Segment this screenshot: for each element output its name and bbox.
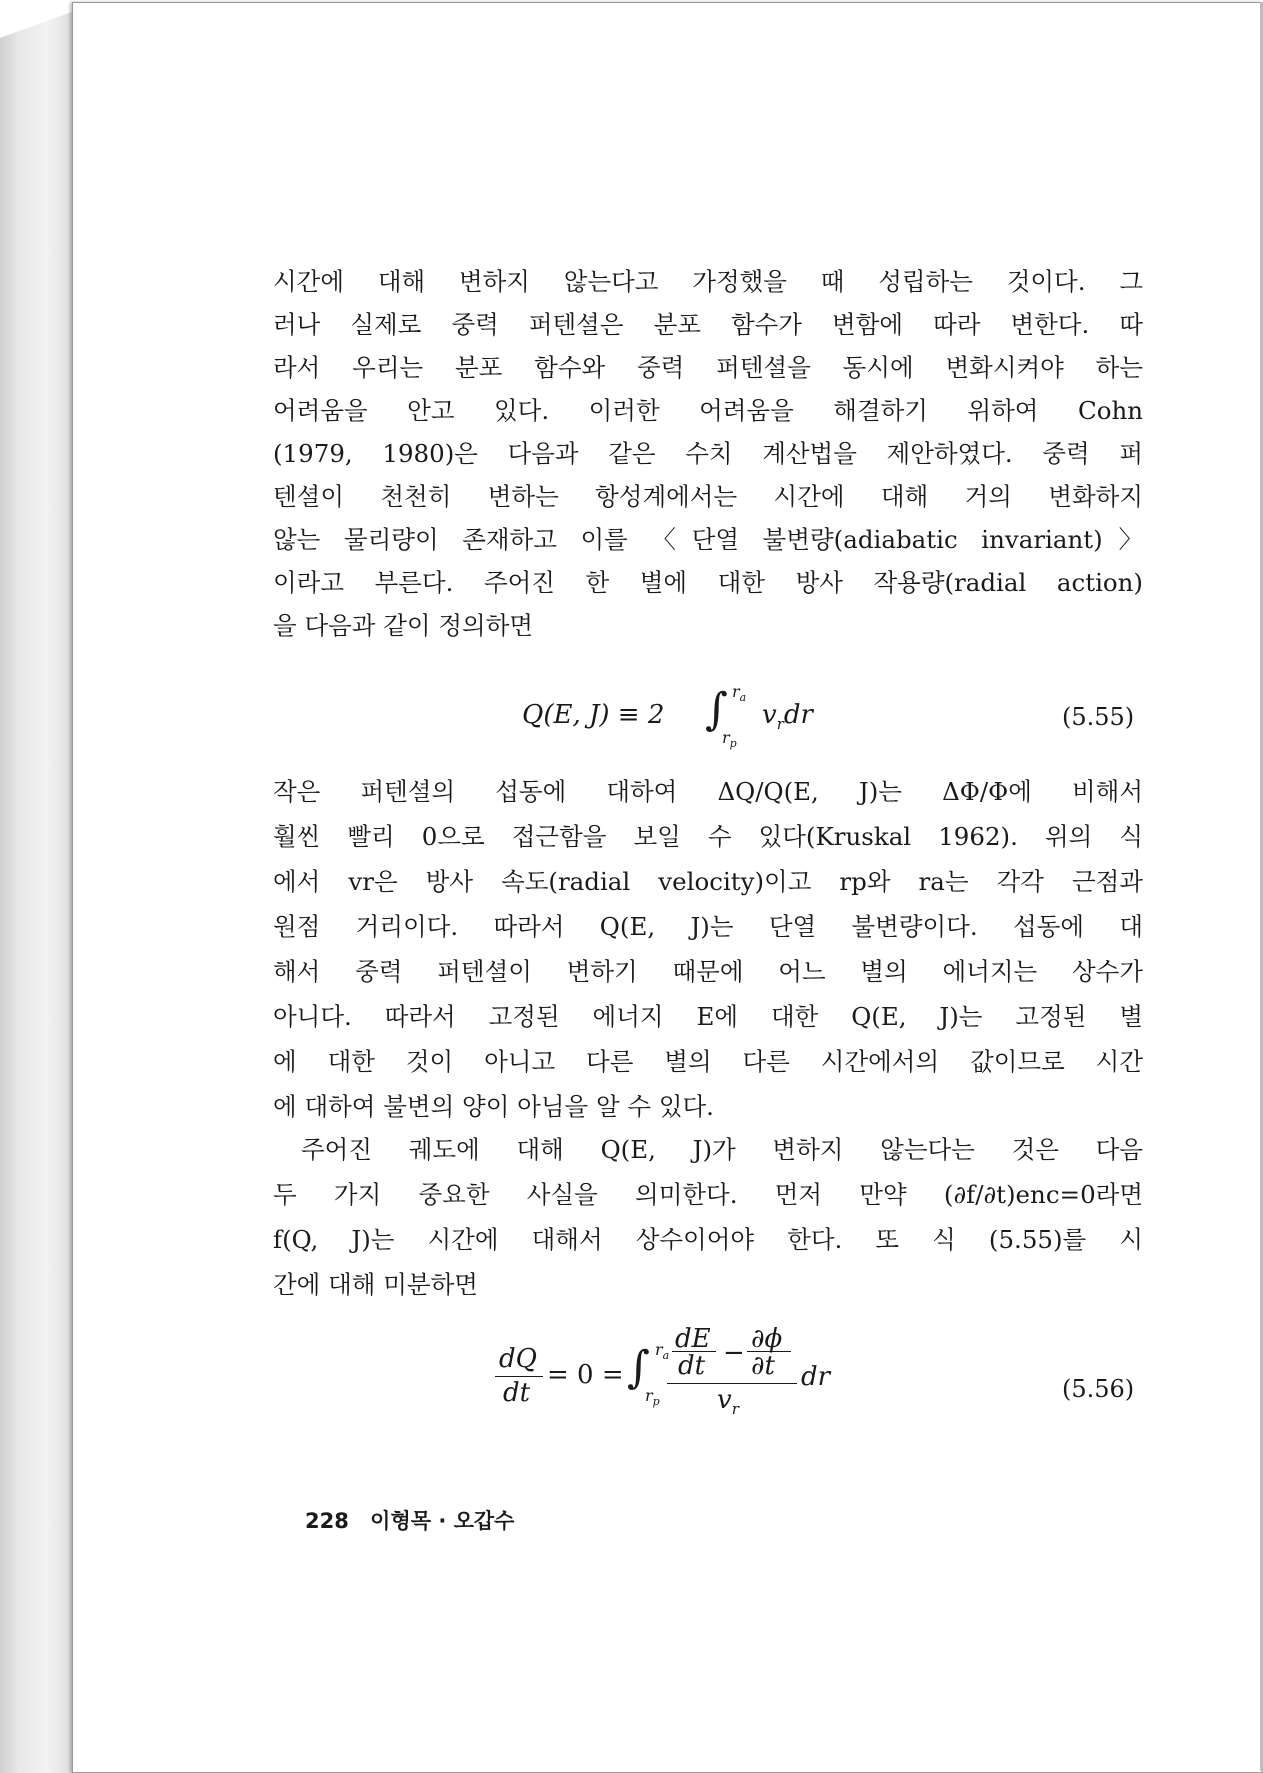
text-line: f(Q, J)는 시간에 대해서 상수이어야 한다. 또 식 (5.55)를 시: [273, 1225, 1143, 1254]
fraction-numerator: dQ: [499, 1344, 537, 1374]
denominator-vr: $v_r$: [717, 1385, 739, 1419]
fraction-denominator: dt: [503, 1378, 531, 1408]
text-line: (1979, 1980)은 다음과 같은 수치 계산법을 제안하였다. 중력 퍼: [273, 439, 1143, 468]
equation-5-55: [522, 682, 822, 751]
denominator-dt: ∂t: [751, 1351, 775, 1381]
integral-upper-limit: $r_a$: [655, 1340, 670, 1363]
integrand: $v_rdr$: [762, 700, 813, 734]
numerator-dE: dE: [675, 1324, 711, 1354]
text-line: 시간에 대해 변하지 않는다고 가정했을 때 성립하는 것이다. 그: [273, 267, 1143, 296]
text-line: 에 대하여 불변의 양이 아님을 알 수 있다.: [273, 1092, 714, 1121]
text-line: 텐셜이 천천히 변하는 항성계에서는 시간에 대해 거의 변화하지: [273, 482, 1143, 511]
text-line: 을 다음과 같이 정의하면: [273, 611, 534, 640]
book-spine-top: [0, 0, 78, 40]
page-number: 228: [305, 1509, 349, 1533]
text-line: 에 대한 것이 아니고 다른 별의 다른 시간에서의 값이므로 시간: [273, 1047, 1143, 1076]
text-line: 주어진 궤도에 대해 Q(E, J)가 변하지 않는다는 것은 다음: [301, 1135, 1143, 1164]
minus-sign: −: [723, 1338, 745, 1368]
author-names: 이형목 · 오갑수: [370, 1509, 515, 1533]
page-footer: [305, 1505, 514, 1535]
text-line: 않는 물리량이 존재하고 이를 〈단열 불변량(adiabatic invariant)〉: [273, 525, 1143, 554]
equation-lhs: Q(E, J) ≡ 2: [522, 700, 665, 730]
main-fraction-bar: [667, 1383, 797, 1384]
integral-lower-limit: $r_p$: [645, 1386, 660, 1409]
text-line: 해서 중력 퍼텐셜이 변하기 때문에 어느 별의 에너지는 상수가: [273, 957, 1143, 986]
equation-number: (5.55): [1062, 703, 1135, 731]
text-line: 에서 vr은 방사 속도(radial velocity)이고 rp와 ra는 각각 근점과: [273, 867, 1143, 896]
text-line: 작은 퍼텐셜의 섭동에 대하여 ΔQ/Q(E, J)는 ΔΦ/Φ에 비해서: [273, 777, 1143, 806]
numerator-dphi: ∂ϕ: [751, 1324, 783, 1354]
text-line: 두 가지 중요한 사실을 의미한다. 먼저 만약 (∂f/∂t)enc=0라면: [273, 1180, 1143, 1209]
text-line: 러나 실제로 중력 퍼텐셜은 분포 함수가 변함에 따라 변한다. 따: [273, 310, 1143, 339]
denominator-dt: dt: [678, 1351, 706, 1381]
integral-lower-limit: $r_p$: [722, 728, 737, 751]
text-line: 라서 우리는 분포 함수와 중력 퍼텐셜을 동시에 변화시켜야 하는: [273, 353, 1143, 382]
equation-5-56: [495, 1324, 875, 1420]
integral-sign: ∫: [627, 1342, 650, 1393]
text-line: 간에 대해 미분하면: [273, 1270, 478, 1299]
text-line: 아니다. 따라서 고정된 에너지 E에 대한 Q(E, J)는 고정된 별: [273, 1002, 1143, 1031]
equals-zero: = 0 =: [547, 1360, 624, 1390]
equation-number: (5.56): [1062, 1375, 1135, 1403]
integral-upper-limit: $r_a$: [732, 682, 747, 705]
text-line: 원점 거리이다. 따라서 Q(E, J)는 단열 불변량이다. 섭동에 대: [273, 912, 1143, 941]
text-line: 어려움을 안고 있다. 이러한 어려움을 해결하기 위하여 Cohn: [273, 396, 1143, 425]
text-line: 훨씬 빨리 0으로 접근함을 보일 수 있다(Kruskal 1962). 위의 식: [273, 822, 1143, 851]
differential: dr: [801, 1362, 831, 1392]
integral-sign: ∫: [705, 684, 728, 735]
text-line: 이라고 부른다. 주어진 한 별에 대한 방사 작용량(radial action): [273, 568, 1143, 597]
fraction-bar: [495, 1376, 543, 1377]
book-spine: [0, 0, 78, 1773]
